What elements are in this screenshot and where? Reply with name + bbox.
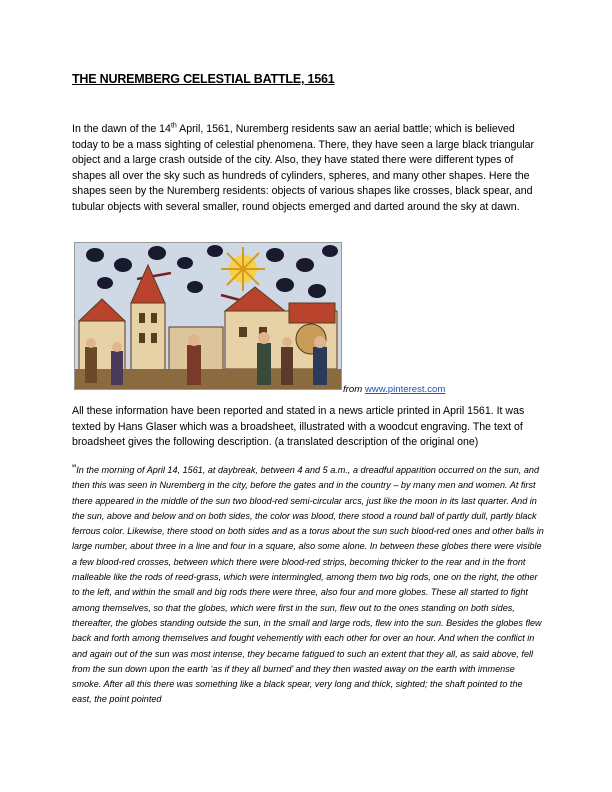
intro-text-start: In the dawn of the 14 xyxy=(72,123,171,135)
woodcut-illustration-icon xyxy=(75,243,341,389)
caption-prefix: from xyxy=(343,384,365,395)
source-link[interactable]: www.pinterest.com xyxy=(364,384,446,395)
sun-icon xyxy=(221,247,265,291)
broadsheet-paragraph: All these information have been reported and stated in a news article printed in April 1561. It was texted by Hans Glaser which was a broadsheet, illustrated with a woodcut engraving. The text of broadsheet gives the following description. (a translated description of the original one) xyxy=(72,405,525,449)
figure-caption xyxy=(343,384,445,395)
woodcut-illustration xyxy=(74,242,342,390)
quote-text: In the morning of April 14, 1561, at daybreak, between 4 and 5 a.m., a dreadful apparition occurred on the sun, and then this was seen in Nuremberg in the city, before the gates and in the country – by many men and women. At first there appeared in the middle of the sun two blood-red semi-circular arcs, just like the moon in its last quarter. And in the sun, above and below and on both sides, the color was blood, there stood a round ball of partly dull, partly black ferrous color. Likewise, there stood on both sides and as a torus about the sun such blood-red ones and other balls in large number, about three in a line and four in a square, also some alone. In between these globes there were visible a few blood-red crosses, between which there were blood-red strips, becoming thicker to the rear and in the front malleable like the rods of reed-grass, which were intermingled, among them two big rods, one on the right, the other to the left, and within the small and big rods there were three, also four and more globes. These all started to fight among themselves, so that the globes, which were first in the sun, flew out to the ones standing on both sides, thereafter, the globes standing outside the sun, in the small and large rods, flew into the sun. Besides the globes flew back and forth among themselves and fought vehemently with each other for over an hour. And when the conflict in and again out of the sun was most intense, they became fatigued to such an extent that they all, as said above, fell from the sun down upon the earth ‘as if they all burned’ and they then wasted away on the earth with immense smoke. After all this there was something like a black spear, very long and thick, sighted; the shaft pointed to the east, the point pointed xyxy=(72,465,544,705)
translated-quote xyxy=(72,462,544,708)
quote-mark: " xyxy=(72,462,77,476)
intro-text-rest: April, 1561, Nuremberg residents saw an aerial battle; which is believed today to be a mass sighting of celestial phenomena. There, they have seen a large black triangular object and a large crash outside of the city. Also, they have stated there were different types of shapes all over the sky such as hundreds of cylinders, spheres, and many other shapes. Here the shapes seen by the Nuremberg residents: objects of various shapes like crosses, black spear, and tubular objects with several smaller, round objects emerged and darted around the sky at dawn. xyxy=(72,123,535,213)
ordinal-suffix: th xyxy=(170,122,177,130)
document-title: THE NUREMBERG CELESTIAL BATTLE, 1561 xyxy=(72,72,335,86)
intro-paragraph xyxy=(72,122,542,216)
